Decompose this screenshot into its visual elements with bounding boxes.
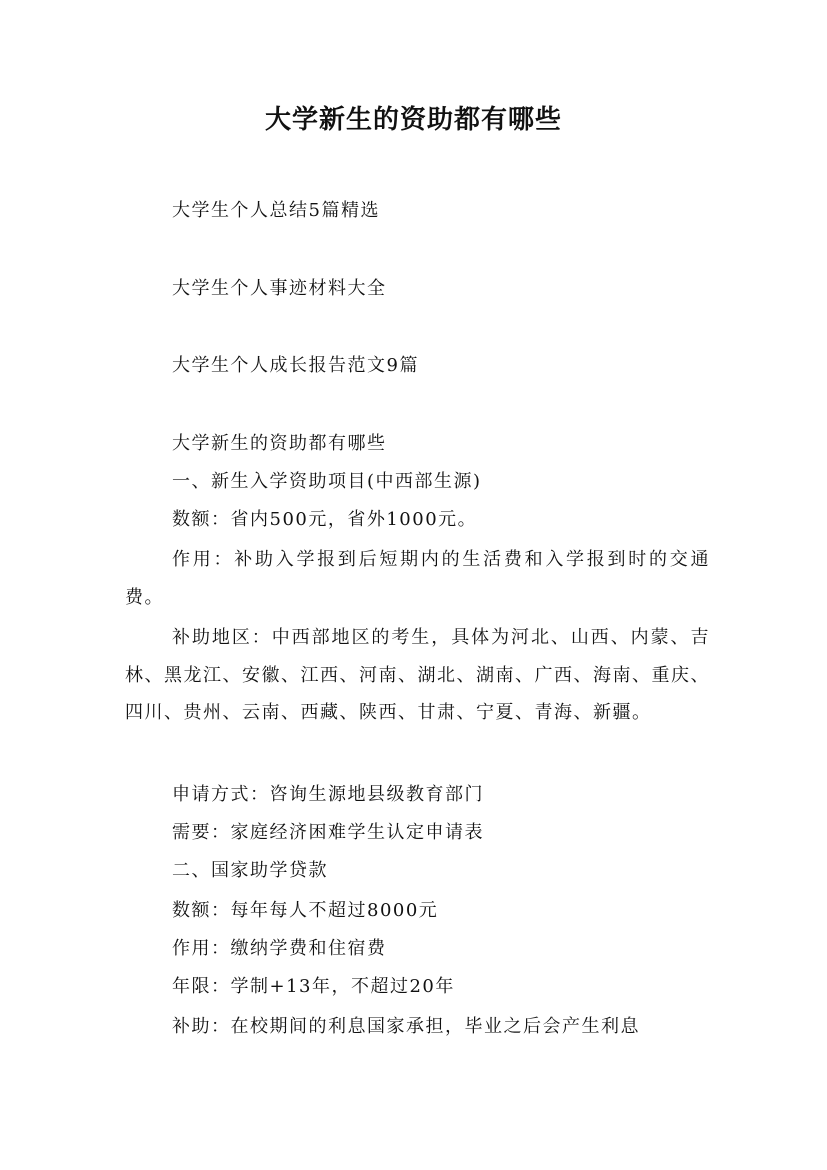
related-link-deeds[interactable]: 大学生个人事迹材料大全 bbox=[172, 278, 387, 299]
section1-regions: 补助地区：中西部地区的考生，具体为河北、山西、内蒙、吉林、黑龙江、安徽、江西、河南、湖北、湖南、广西、海南、重庆、四川、贵州、云南、西藏、陕西、甘肃、宁夏、青海、新疆。 bbox=[125, 627, 710, 723]
section1-apply: 申请方式：咨询生源地县级教育部门 bbox=[172, 784, 484, 805]
page-title: 大学新生的资助都有哪些 bbox=[264, 105, 562, 135]
section1-need: 需要：家庭经济困难学生认定申请表 bbox=[172, 822, 484, 843]
section1-usage: 作用：补助入学报到后短期内的生活费和入学报到时的交通费。 bbox=[125, 549, 710, 608]
section2-amount: 数额：每年每人不超过8000元 bbox=[172, 900, 439, 921]
section2-subsidy: 补助：在校期间的利息国家承担，毕业之后会产生利息 bbox=[172, 1016, 640, 1037]
section1-amount: 数额：省内500元，省外1000元。 bbox=[172, 509, 478, 530]
section1-title: 一、新生入学资助项目(中西部生源) bbox=[172, 471, 482, 492]
related-link-summary[interactable]: 大学生个人总结5篇精选 bbox=[172, 200, 380, 221]
section2-usage: 作用：缴纳学费和住宿费 bbox=[172, 938, 387, 959]
section2-term: 年限：学制+13年，不超过20年 bbox=[172, 976, 455, 997]
related-link-growth-report[interactable]: 大学生个人成长报告范文9篇 bbox=[172, 355, 419, 376]
body-heading: 大学新生的资助都有哪些 bbox=[172, 433, 387, 454]
section2-title: 二、国家助学贷款 bbox=[172, 860, 328, 881]
